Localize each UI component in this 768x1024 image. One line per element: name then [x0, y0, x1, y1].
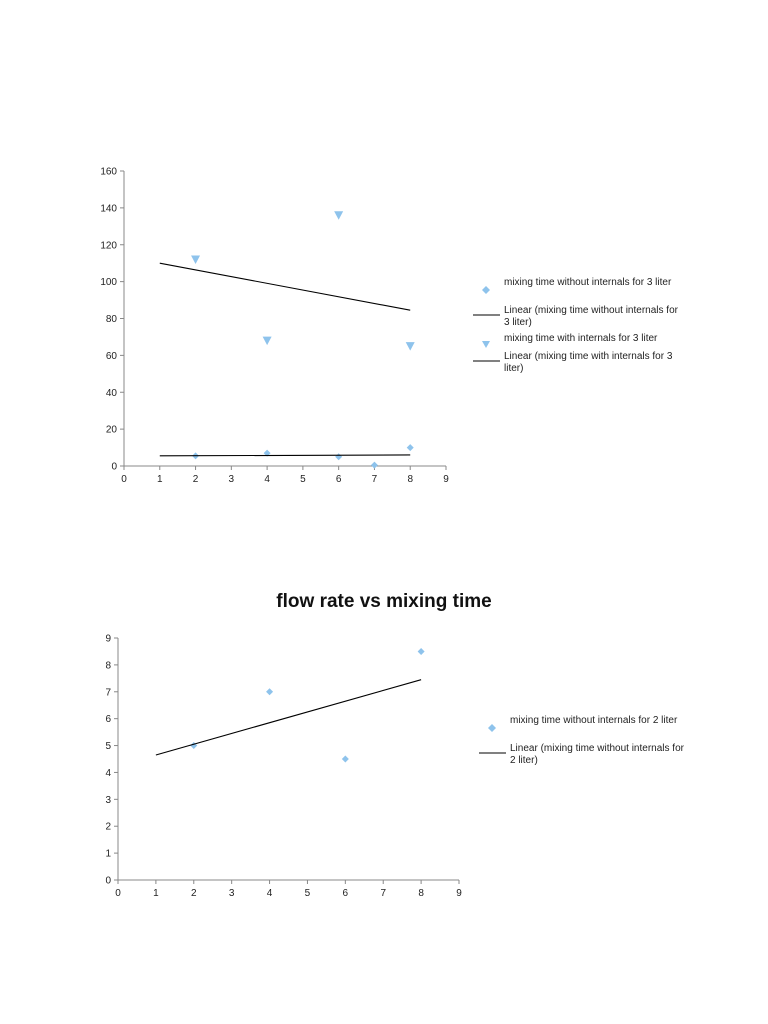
chart-3-liter [0, 150, 768, 500]
x-tick-label: 7 [371, 474, 378, 485]
x-tick-label: 2 [192, 474, 199, 485]
x-tick-label: 4 [266, 888, 273, 899]
x-tick-label: 8 [407, 474, 414, 485]
triangle-data-point [191, 256, 200, 265]
x-tick-label: 9 [456, 888, 462, 899]
x-tick-label: 0 [121, 474, 127, 485]
x-tick-label: 5 [304, 888, 311, 899]
y-tick-label: 160 [100, 166, 117, 178]
legend-item [472, 277, 684, 303]
y-tick-label: 0 [105, 875, 111, 887]
y-tick-label: 8 [105, 660, 111, 672]
x-tick-label: 7 [380, 888, 387, 899]
diamond-data-point [371, 462, 378, 469]
legend-item [472, 305, 684, 331]
x-tick-label: 8 [418, 888, 424, 899]
y-tick-label: 7 [105, 687, 111, 699]
diamond-data-point [266, 688, 273, 695]
x-tick-label: 0 [115, 888, 121, 899]
y-tick-label: 5 [105, 741, 111, 753]
chart-3-liter-legend [472, 277, 684, 379]
y-tick-label: 120 [100, 240, 117, 252]
legend-label: Linear (mixing time without internals for 2 liter) [510, 743, 684, 766]
legend-item [478, 743, 690, 769]
trendline-icon [472, 305, 500, 329]
legend-label: Linear (mixing time with internals for 3 liter) [504, 351, 673, 374]
x-tick-label: 3 [228, 474, 235, 485]
y-tick-label: 4 [105, 767, 111, 779]
chart-title: flow rate vs mixing time [276, 591, 492, 612]
legend-label: mixing time with internals for 3 liter [504, 333, 658, 344]
y-tick-label: 9 [105, 633, 111, 645]
y-tick-label: 1 [105, 848, 111, 860]
diamond-marker-icon [472, 277, 500, 301]
triangle-data-point [263, 337, 272, 346]
x-tick-label: 1 [153, 888, 159, 899]
y-tick-label: 20 [105, 424, 117, 436]
trendline [156, 680, 421, 755]
y-tick-label: 40 [105, 387, 117, 399]
trendline-icon [472, 351, 500, 375]
legend-item [472, 351, 684, 377]
triangle-data-point [406, 342, 415, 351]
y-tick-label: 60 [105, 350, 117, 362]
y-tick-label: 140 [100, 203, 117, 215]
trendline [160, 263, 410, 310]
x-tick-label: 5 [300, 474, 306, 485]
legend-item [472, 333, 684, 349]
legend-label: mixing time without internals for 3 liter [504, 277, 672, 288]
legend-label: mixing time without internals for 2 liter [510, 715, 678, 726]
x-tick-label: 4 [264, 474, 270, 485]
y-tick-label: 2 [105, 821, 111, 833]
x-tick-label: 6 [342, 888, 349, 899]
x-tick-label: 6 [335, 474, 342, 485]
legend-item [478, 715, 690, 741]
x-tick-label: 1 [156, 474, 163, 485]
x-tick-label: 2 [190, 888, 197, 899]
legend-label: Linear (mixing time without internals for 3 liter) [504, 305, 678, 328]
diamond-data-point [418, 648, 425, 655]
chart-2-liter-legend [478, 715, 690, 771]
y-tick-label: 100 [100, 277, 117, 289]
trendline-icon [478, 743, 506, 767]
x-tick-label: 3 [228, 888, 235, 899]
chart-2-liter [0, 585, 768, 915]
x-tick-label: 9 [443, 474, 449, 485]
y-tick-label: 80 [105, 314, 117, 325]
diamond-data-point [407, 444, 414, 451]
diamond-marker-icon [478, 715, 506, 739]
y-tick-label: 0 [111, 461, 117, 473]
triangle-data-point [334, 211, 343, 220]
diamond-data-point [342, 756, 349, 763]
diamond-data-point [335, 453, 342, 460]
y-tick-label: 6 [105, 714, 111, 726]
y-tick-label: 3 [105, 794, 111, 806]
